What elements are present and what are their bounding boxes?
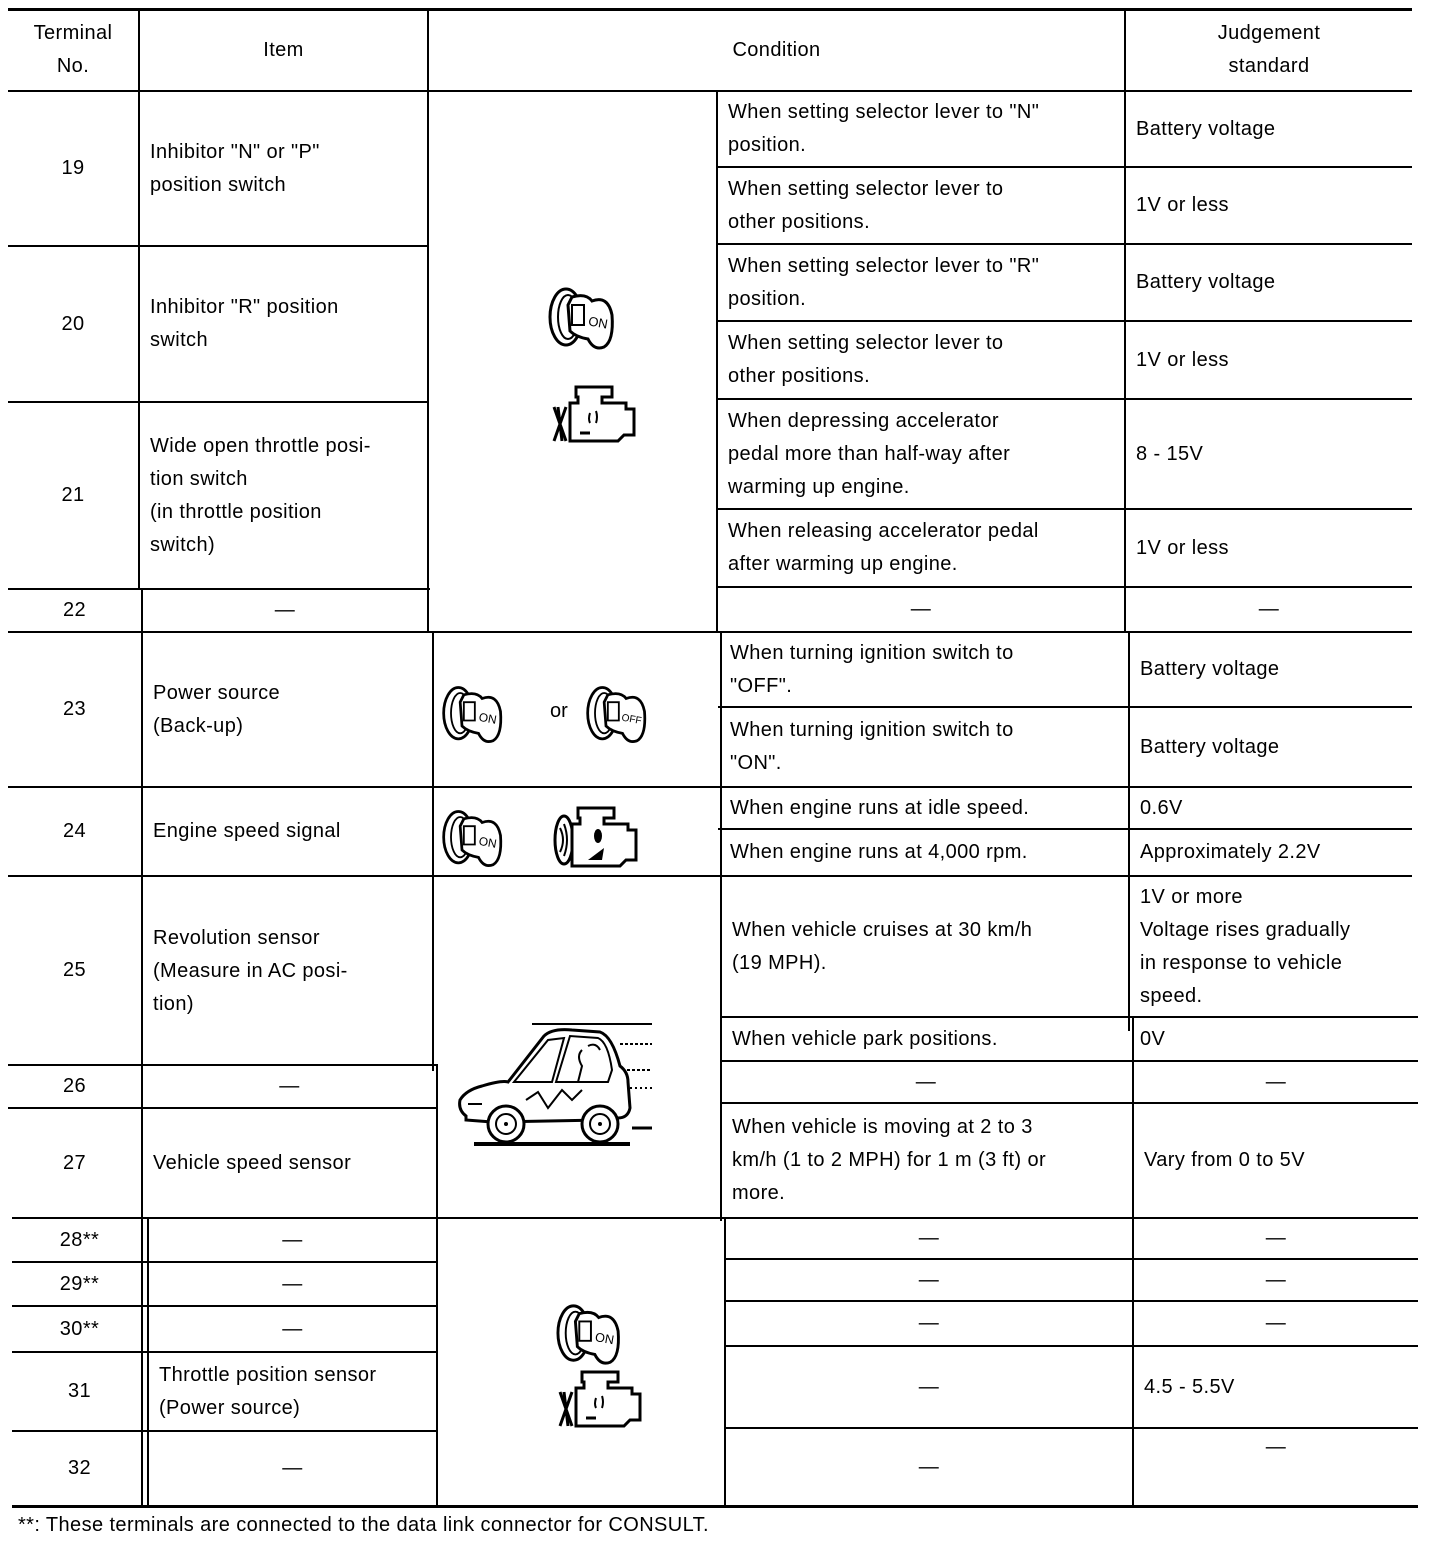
condition-text: When vehicle cruises at 30 km/h (19 MPH).	[732, 918, 1033, 974]
col-divider	[427, 10, 429, 632]
terminal-number: 19	[61, 157, 85, 179]
terminal-number: 32	[67, 1457, 92, 1479]
judgement-value: Battery voltage	[1140, 735, 1280, 758]
judgement-value: 4.5 - 5.5V	[1144, 1375, 1235, 1398]
ignition-key-off-icon	[584, 682, 650, 748]
or-connector-text: or	[550, 700, 568, 722]
terminal-number: 29**	[59, 1272, 100, 1295]
header-item: Item	[263, 38, 304, 61]
ignition-key-on-icon	[440, 806, 506, 872]
judgement-value: 1V or less	[1136, 194, 1229, 216]
condition-text: When setting selector lever to "R" position.	[728, 254, 1040, 310]
item-name: —	[282, 1272, 303, 1295]
header-terminal-no: Terminal No.	[33, 22, 113, 77]
condition-text: —	[918, 1375, 940, 1398]
condition-text: —	[918, 1227, 940, 1249]
item-name: Inhibitor "N" or "P" position switch	[150, 140, 320, 196]
terminal-number: 30**	[59, 1317, 100, 1340]
item-name: Inhibitor "R" position switch	[150, 296, 339, 351]
judgement-value: 1V or less	[1136, 348, 1229, 371]
condition-text: —	[918, 1312, 940, 1334]
judgement-value: 1V or more Voltage rises gradually in response to vehicle speed.	[1140, 885, 1351, 1007]
col-divider	[436, 1064, 438, 1506]
item-name: Wide open throttle posi- tion switch (in throttle position switch)	[150, 434, 371, 556]
condition-text: When setting selector lever to other positions.	[728, 177, 1004, 233]
item-name: Throttle position sensor (Power source)	[159, 1363, 377, 1419]
judgement-value: Battery voltage	[1136, 271, 1276, 293]
condition-text: When turning ignition switch to "OFF".	[730, 641, 1014, 697]
terminal-number: 27	[62, 1151, 87, 1174]
key-label: ON	[477, 709, 498, 727]
key-label: ON	[594, 1330, 616, 1348]
ignition-key-on-icon	[440, 682, 506, 748]
condition-text: When engine runs at 4,000 rpm.	[730, 841, 1028, 863]
item-name: —	[274, 599, 296, 621]
terminal-number: 25	[62, 959, 87, 981]
item-name: —	[282, 1317, 303, 1340]
item-name: —	[279, 1075, 300, 1097]
engine-off-icon	[556, 1368, 646, 1430]
condition-text: When setting selector lever to other positions.	[728, 332, 1004, 387]
condition-text: When depressing accelerator pedal more than half-way after warming up engine.	[728, 409, 1011, 498]
terminal-number: 31	[67, 1380, 92, 1402]
judgement-value: —	[1265, 1070, 1287, 1093]
key-label: ON	[477, 833, 498, 851]
judgement-value: —	[1265, 1268, 1287, 1291]
condition-text: When engine runs at idle speed.	[730, 796, 1030, 819]
judgement-value: 8 - 15V	[1136, 442, 1204, 465]
header-judgement: Judgement standard	[1217, 22, 1321, 77]
condition-text: —	[918, 1268, 940, 1291]
col-divider	[432, 631, 434, 1071]
condition-text: When turning ignition switch to "ON".	[730, 719, 1014, 774]
ignition-key-on-icon	[554, 1302, 624, 1368]
condition-text: When releasing accelerator pedal after warming up engine.	[728, 520, 1039, 575]
condition-text: When vehicle is moving at 2 to 3 km/h (1 to 2 MPH) for 1 m (3 ft) or more.	[732, 1116, 1047, 1204]
judgement-value: —	[1265, 1436, 1287, 1458]
engine-off-icon	[550, 383, 640, 445]
item-name: Engine speed signal	[153, 820, 341, 842]
judgement-value: 0.6V	[1140, 796, 1183, 819]
item-name: —	[282, 1228, 303, 1251]
condition-text: —	[910, 598, 932, 620]
terminal-number: 23	[62, 698, 87, 720]
judgement-value: —	[1258, 598, 1280, 620]
terminal-number: 22	[62, 599, 87, 621]
terminal-number: 26	[62, 1075, 87, 1097]
judgement-value: Approximately 2.2V	[1140, 841, 1321, 863]
item-name: Power source (Back-up)	[153, 681, 281, 737]
header-condition: Condition	[732, 38, 821, 61]
item-name: Revolution sensor (Measure in AC posi- tion)	[153, 927, 348, 1015]
terminal-number: 28**	[59, 1228, 100, 1251]
terminal-number: 24	[62, 820, 87, 842]
judgement-value: 0V	[1140, 1027, 1166, 1050]
item-name: —	[282, 1457, 303, 1479]
item-name: Vehicle speed sensor	[153, 1151, 352, 1174]
footnote: **: These terminals are connected to the data link connector for CONSULT.	[18, 1514, 710, 1536]
condition-text: —	[915, 1070, 937, 1093]
ignition-key-on-icon	[546, 285, 618, 353]
terminal-number: 21	[61, 484, 85, 506]
engine-running-icon	[552, 804, 642, 870]
key-label: OFF	[620, 712, 643, 727]
judgement-value: Battery voltage	[1140, 658, 1280, 680]
key-label: ON	[587, 313, 609, 332]
condition-text: When vehicle park positions.	[732, 1027, 998, 1050]
judgement-value: —	[1265, 1312, 1287, 1334]
judgement-value: 1V or less	[1136, 536, 1229, 559]
condition-text: —	[918, 1455, 940, 1478]
table-bottom-border	[12, 1505, 1418, 1508]
judgement-value: —	[1265, 1227, 1287, 1249]
judgement-value: Battery voltage	[1136, 117, 1276, 140]
condition-text: When setting selector lever to "N" position.	[728, 101, 1040, 156]
judgement-value: Vary from 0 to 5V	[1144, 1149, 1305, 1171]
vehicle-driving-icon	[452, 1020, 662, 1150]
terminal-number: 20	[61, 312, 85, 335]
